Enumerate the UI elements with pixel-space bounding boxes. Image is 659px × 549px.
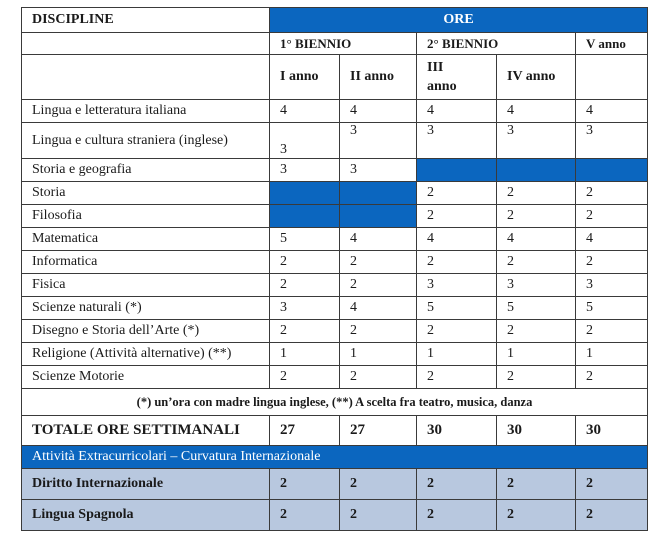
hours-cell: 3	[417, 123, 497, 159]
hours-header: ORE	[270, 8, 648, 33]
hours-cell: 4	[340, 297, 417, 320]
extracurricular-cell: 2	[270, 469, 340, 500]
hours-cell: 2	[270, 274, 340, 297]
hours-cell: 2	[417, 251, 497, 274]
hours-cell: 3	[270, 123, 340, 159]
hours-cell: 2	[576, 251, 648, 274]
hours-cell: 2	[417, 320, 497, 343]
curriculum-hours-table	[21, 7, 648, 531]
hours-cell: 4	[340, 228, 417, 251]
extracurricular-cell: 2	[417, 469, 497, 500]
year-3-header: III anno	[417, 55, 497, 100]
extracurricular-name: Lingua Spagnola	[22, 500, 270, 531]
subject-row	[22, 297, 648, 320]
subject-name: Informatica	[22, 251, 270, 274]
disciplines-header: DISCIPLINE	[22, 8, 270, 33]
hours-cell: 2	[340, 320, 417, 343]
subject-row	[22, 251, 648, 274]
subject-name: Scienze naturali (*)	[22, 297, 270, 320]
group-first-biennium: 1° BIENNIO	[270, 33, 417, 55]
extracurricular-cell: 2	[340, 469, 417, 500]
subject-name: Disegno e Storia dell’Arte (*)	[22, 320, 270, 343]
subject-row	[22, 343, 648, 366]
total-cell: 30	[417, 416, 497, 446]
hours-cell: 3	[576, 123, 648, 159]
extracurricular-row	[22, 469, 648, 500]
total-cell: 30	[576, 416, 648, 446]
hours-cell: 2	[497, 182, 576, 205]
hours-cell: 2	[340, 251, 417, 274]
not-taught-cell	[417, 159, 497, 182]
subject-name: Lingua e letteratura italiana	[22, 100, 270, 123]
empty-header-cell	[22, 55, 270, 100]
not-taught-cell	[497, 159, 576, 182]
subject-row	[22, 228, 648, 251]
hours-cell: 4	[576, 100, 648, 123]
subject-row	[22, 274, 648, 297]
not-taught-cell	[340, 182, 417, 205]
hours-cell: 3	[340, 123, 417, 159]
extracurricular-cell: 2	[340, 500, 417, 531]
hours-cell: 3	[270, 159, 340, 182]
hours-cell: 2	[576, 182, 648, 205]
subject-name: Fisica	[22, 274, 270, 297]
hours-cell: 1	[497, 343, 576, 366]
not-taught-cell	[270, 205, 340, 228]
subject-row	[22, 123, 648, 159]
subject-name: Storia e geografia	[22, 159, 270, 182]
hours-cell: 4	[576, 228, 648, 251]
hours-cell: 4	[270, 100, 340, 123]
hours-cell: 2	[270, 366, 340, 389]
group-fifth-year: V anno	[576, 33, 648, 55]
extracurricular-cell: 2	[576, 500, 648, 531]
hours-cell: 3	[340, 159, 417, 182]
hours-cell: 4	[417, 100, 497, 123]
extracurricular-cell: 2	[417, 500, 497, 531]
hours-cell: 2	[417, 205, 497, 228]
subject-row	[22, 320, 648, 343]
subject-name: Filosofia	[22, 205, 270, 228]
extracurricular-cell: 2	[270, 500, 340, 531]
hours-cell: 3	[497, 123, 576, 159]
hours-cell: 1	[576, 343, 648, 366]
hours-cell: 2	[497, 205, 576, 228]
hours-cell: 2	[497, 366, 576, 389]
hours-cell: 4	[417, 228, 497, 251]
not-taught-cell	[340, 205, 417, 228]
subject-name: Scienze Motorie	[22, 366, 270, 389]
not-taught-cell	[576, 159, 648, 182]
hours-cell: 2	[270, 251, 340, 274]
subject-row	[22, 182, 648, 205]
total-cell: 27	[340, 416, 417, 446]
year-4-header: IV anno	[497, 55, 576, 100]
subject-name: Storia	[22, 182, 270, 205]
extracurricular-row	[22, 500, 648, 531]
total-cell: 30	[497, 416, 576, 446]
hours-cell: 4	[497, 228, 576, 251]
hours-cell: 3	[497, 274, 576, 297]
not-taught-cell	[270, 182, 340, 205]
empty-header-cell	[22, 33, 270, 55]
total-row	[22, 416, 648, 446]
hours-cell: 2	[576, 320, 648, 343]
hours-cell: 5	[417, 297, 497, 320]
extracurricular-cell: 2	[576, 469, 648, 500]
hours-cell: 2	[576, 205, 648, 228]
empty-header-cell	[576, 55, 648, 100]
hours-cell: 1	[417, 343, 497, 366]
subject-row	[22, 100, 648, 123]
hours-cell: 5	[270, 228, 340, 251]
hours-cell: 3	[270, 297, 340, 320]
hours-cell: 2	[340, 366, 417, 389]
hours-cell: 4	[340, 100, 417, 123]
hours-cell: 3	[417, 274, 497, 297]
subject-row	[22, 366, 648, 389]
hours-cell: 5	[497, 297, 576, 320]
footnote: (*) un’ora con madre lingua inglese, (**) A scelta fra teatro, musica, danza	[22, 389, 648, 416]
year-2-header: II anno	[340, 55, 417, 100]
group-second-biennium: 2° BIENNIO	[417, 33, 576, 55]
subject-name: Matematica	[22, 228, 270, 251]
subject-row	[22, 159, 648, 182]
extracurricular-cell: 2	[497, 469, 576, 500]
subject-name: Religione (Attività alternative) (**)	[22, 343, 270, 366]
hours-cell: 2	[417, 182, 497, 205]
total-label: TOTALE ORE SETTIMANALI	[22, 416, 270, 446]
extracurricular-cell: 2	[497, 500, 576, 531]
hours-cell: 1	[270, 343, 340, 366]
total-cell: 27	[270, 416, 340, 446]
hours-cell: 2	[497, 320, 576, 343]
hours-cell: 2	[340, 274, 417, 297]
extracurricular-header: Attività Extracurricolari – Curvatura Internazionale	[22, 446, 648, 469]
hours-cell: 3	[576, 274, 648, 297]
hours-cell: 2	[417, 366, 497, 389]
hours-cell: 2	[576, 366, 648, 389]
hours-cell: 5	[576, 297, 648, 320]
hours-cell: 4	[497, 100, 576, 123]
subject-row	[22, 205, 648, 228]
extracurricular-name: Diritto Internazionale	[22, 469, 270, 500]
subject-name: Lingua e cultura straniera (inglese)	[22, 123, 270, 159]
hours-cell: 1	[340, 343, 417, 366]
hours-cell: 2	[497, 251, 576, 274]
year-1-header: I anno	[270, 55, 340, 100]
hours-cell: 2	[270, 320, 340, 343]
